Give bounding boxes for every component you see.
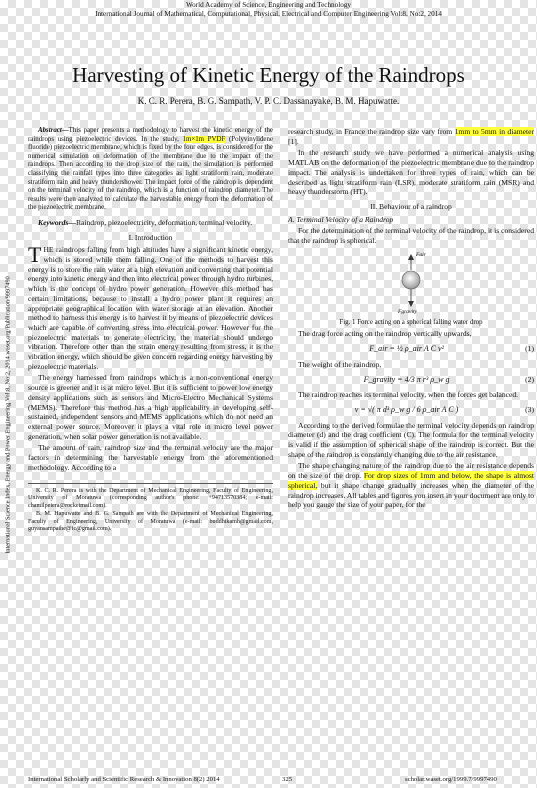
intro-paragraph-3: The amount of rain, raindrop size and the terminal velocity are the major factors in determining the harvestable energy from the aforementioned methodology. According to a bbox=[28, 443, 273, 472]
shape-highlight: For drop sizes of 1mm and below, the shape is almost spherical, bbox=[288, 471, 534, 490]
equation-1-expression: F_air = ½ ρ_air A C v² bbox=[369, 344, 444, 354]
right-paragraph-0-text: research study, in France the raindrop size vary from bbox=[288, 127, 453, 136]
subsection-a-heading: A. Terminal Velocity of a Raindrop bbox=[288, 214, 394, 224]
abstract-highlight: 1m×1m PVDF bbox=[182, 135, 226, 143]
footnote-2: B. M. Hapuwatte and B. G. Sampath are with the Department of Mechanical Engineering, Faculty of Engineering, University of Moratuwa (e-mail: buddhikamh@gmail.com, guyansampathe@fc@gmail.com). bbox=[28, 511, 273, 533]
footer-doi: scholar.waset.org/1999.7/9997490 bbox=[405, 776, 497, 783]
drag-arrowhead bbox=[408, 254, 414, 260]
equation-2 bbox=[288, 375, 534, 385]
gravity-arrowhead bbox=[408, 301, 414, 307]
size-highlight: 1mm to 5mm in diameter bbox=[454, 127, 534, 136]
sidebar-index bbox=[3, 250, 13, 580]
equation-3-number: (3) bbox=[525, 404, 534, 414]
abstract bbox=[28, 127, 273, 228]
right-paragraph-4: The weight of the raindrop, bbox=[298, 359, 382, 369]
paper-title: Harvesting of Kinetic Energy of the Raindrops bbox=[72, 63, 465, 87]
journal-name: International Journal of Mathematical, Computational, Physical, Electrical and Computer Engineering Vol:8, No:2, 2014 bbox=[95, 10, 442, 18]
figure-1 bbox=[288, 248, 534, 314]
keywords-label: Keywords bbox=[38, 217, 69, 227]
intro-heading: I. Introduction bbox=[128, 232, 173, 242]
intro-paragraph-2: The energy harnessed from raindrops which is a non-conventional energy source is greener and it is at micro level. But it is sufficient to power low energy density applications such as sensors and Micro-Electro Mechanical Systems (MEMS). Therefore this method has a high applicability in developing self-sustained, independent sensors and MEMS applications which do not need an external power source. Moreover it plays a vital role in micro level power generation, when solar power generation is not available. bbox=[28, 373, 273, 441]
equation-1 bbox=[288, 344, 534, 354]
abstract-dash: — bbox=[61, 127, 69, 134]
fig-label-fgravity: Fgravity bbox=[398, 308, 417, 314]
equation-2-number: (2) bbox=[525, 374, 534, 384]
right-paragraph-2: For the determination of the terminal velocity of the raindrop, it is considered that the raindrop is spherical. bbox=[288, 226, 534, 246]
left-column bbox=[28, 127, 273, 535]
equation-2-expression: F_gravity = 4/3 π r³ ρ_w g bbox=[363, 374, 450, 384]
keywords-dash: — bbox=[68, 217, 76, 227]
raindrop-force-diagram bbox=[288, 248, 534, 314]
right-column bbox=[288, 127, 534, 512]
right-paragraph-1: In the research study we have performed a numerical analysis using MATLAB on the deformation of the piezoelectric membrane due to the raindrop impact. The analysis is undertaken for three types of rain, which can be described as light stratiform rain (LSR), moderate stratiform rain (MSR) and heavy thunderstorm (HT). bbox=[288, 148, 534, 197]
figure-1-caption: Fig. 1 Force acting on a spherical falling water drop bbox=[339, 318, 483, 326]
abstract-label: Abstract bbox=[38, 127, 62, 134]
footnotes bbox=[28, 483, 273, 535]
dropcap: T bbox=[28, 242, 42, 268]
abstract-text-1: This paper presents a methodology to harvest the kinetic energy of the raindrops using piezoelectric devices. In the study, bbox=[28, 127, 273, 143]
journal-publisher: World Academy of Science, Engineering and Technology bbox=[185, 1, 352, 9]
right-paragraph-3: The drag force acting on the raindrop vertically upwards, bbox=[298, 329, 472, 339]
right-paragraph-7-text-end: but it shape change gradually increases when the diameter of the raindrop increases. All tables and figures you insert in your document are only to help you gauge the size of your paper, for the bbox=[288, 480, 534, 510]
right-paragraph-7 bbox=[288, 461, 534, 510]
page-number: 325 bbox=[282, 776, 293, 783]
intro-paragraph-1-text: HE raindrops falling from high altitudes have a significant kinetic energy, which is stored while them falling. One of the methods to harvest this energy is to store the rain water at a high elevation and converting that potential energy into kinetic energy and then into electrical power through hydro turbines, which is the concept of hydro power generation. However this method has certain limitations, because to install a hydro power plant it requires an appropriate geographical location with water storage at an elevation. Another method to harness this energy is to harvest it by means of piezoelectric devices which are capable of converting stress into electrical power. However for the piezoelectric materials to generate electricity, the material should undergo vibration. Therefore other than the strain energy resulting from stress, it is the vibration energy, which should be given concern regarding energy harvesting by piezoelectric materials. bbox=[28, 245, 273, 371]
right-paragraph-5: The raindrop reaches its terminal velocity, when the forces get balanced. bbox=[298, 390, 519, 400]
right-paragraph-0 bbox=[288, 127, 534, 146]
equation-3-expression: v = √( π d³ ρ_w g / 6 ρ_air A C ) bbox=[354, 404, 459, 414]
keywords-text: Raindrop, piezoelectricity, deformation, terminal velocity. bbox=[75, 217, 253, 227]
paper-authors: K. C. R. Perera, B. G. Sampath, V. P. C. Dassanayake, B. M. Hapuwatte. bbox=[137, 96, 400, 106]
reference-1: [1]. bbox=[288, 136, 299, 146]
footer-left: International Scholarly and Scientific Research & Innovation 8(2) 2014 bbox=[28, 776, 220, 783]
abstract-text-2: (Polyvinylidene fluoride) piezoelectric membrane, which is fixed by the four edges, is considered for the numerical simulation on deformation of the membrane due to the impact of the raindrops. Then according to the drop size of the rain, the simulation is performed classifying the rainfall types into three categories as light stratiform rain, moderate stratiform rain and heavy thundershower. The impact force of the raindrop is dependent on the terminal velocity of the raindrop, which is a function of raindrop diameter. The results were then analyzed to calculate the harvestable energy from the deformation of the piezoelectric membrane. bbox=[28, 135, 273, 212]
sidebar-text: International Science Index, Energy and Power Engineering Vol:8, No:2, 2014 waset.org/Publication/9997490 bbox=[4, 276, 12, 554]
raindrop-sphere bbox=[402, 271, 420, 289]
right-paragraph-7-text: The shape changing nature of the raindrop due to the air resistance depends on the size of the drop. bbox=[288, 461, 534, 481]
intro-paragraph-1 bbox=[28, 242, 273, 371]
section-2-heading: II. Behaviour of a raindrop bbox=[370, 201, 452, 211]
equation-3 bbox=[288, 405, 534, 415]
fig-label-fair: Fair bbox=[416, 251, 426, 258]
right-paragraph-6: According to the derived formulae the terminal velocity depends on raindrop diameter (d) and the drag coefficient (C). The formula for the terminal velocity is valid if the assumption of spherical shape of the raindrop is correct. But the shape of the raindrop is constantly changing due to the air resistance. bbox=[288, 420, 534, 459]
footnote-1: K. C. R. Perera is with the Department of Mechanical Engineering, Faculty of Engineering, University of Moratuwa (corresponding author's phone: +94713570384; e-mail: chamilpeiera@rocketmail.com). bbox=[28, 487, 273, 509]
equation-1-number: (1) bbox=[525, 344, 534, 354]
